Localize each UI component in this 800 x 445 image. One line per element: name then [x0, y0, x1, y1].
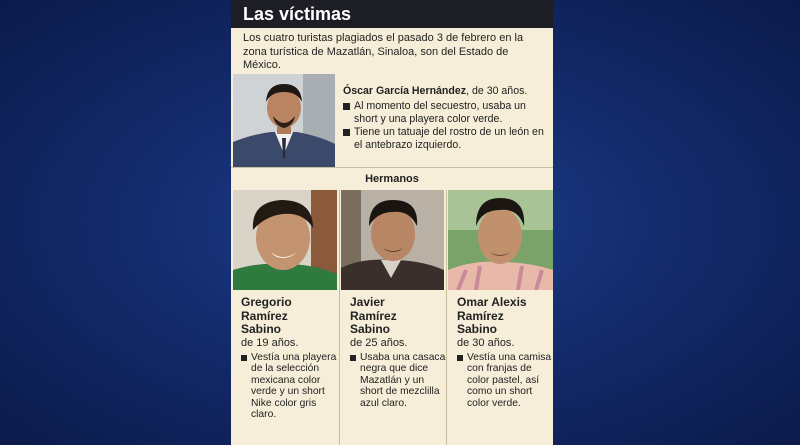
victim-main-age: , de 30 años.: [466, 85, 528, 97]
infographic-panel: [231, 0, 553, 445]
section-divider: [231, 167, 553, 168]
brother-name: Gregorio Ramírez Sabino: [241, 295, 292, 336]
brother-name: Javier Ramírez Sabino: [350, 295, 397, 336]
brother-name: Omar Alexis Ramírez Sabino: [457, 295, 527, 336]
header-bar: [231, 0, 553, 28]
panel-title: Las víctimas: [243, 4, 352, 24]
photo-javier: [341, 190, 444, 290]
victim-main-name: Óscar García Hernández: [343, 85, 467, 97]
photo-omar: [448, 190, 553, 290]
brother-bullet: Vestía una playera de la selección mexicana color verde y un short Nike color gris claro.: [241, 352, 339, 422]
column-separator: [339, 190, 340, 445]
brother-age: de 25 años.: [350, 336, 408, 349]
photo-gregorio: [233, 190, 337, 290]
brother-age: de 19 años.: [241, 336, 299, 349]
brother-bullet: Usaba una casaca negra que dice Mazatlán y un short de mezclilla azul claro.: [350, 352, 448, 410]
brother-age: de 30 años.: [457, 336, 515, 349]
brother-info-gregorio: [241, 296, 339, 422]
intro-text: Los cuatro turistas plagiados el pasado 3 de febrero en la zona turística de Mazatlán, Sinaloa, son del Estado de México.: [243, 32, 524, 71]
victim-main-info: [343, 85, 548, 153]
brother-info-omar: [457, 296, 553, 410]
section-label: Hermanos: [365, 173, 419, 185]
photo-oscar: [233, 74, 335, 167]
victim-main-bullet-1: Al momento del secuestro, usaba un short y una playera color verde.: [343, 100, 548, 126]
brother-info-javier: [350, 296, 448, 410]
brother-bullet: Vestía una camisa con franjas de color pastel, así como un short color verde.: [457, 352, 553, 410]
victim-main-bullet-2: Tiene un tatuaje del rostro de un león en el antebrazo izquierdo.: [343, 126, 548, 152]
